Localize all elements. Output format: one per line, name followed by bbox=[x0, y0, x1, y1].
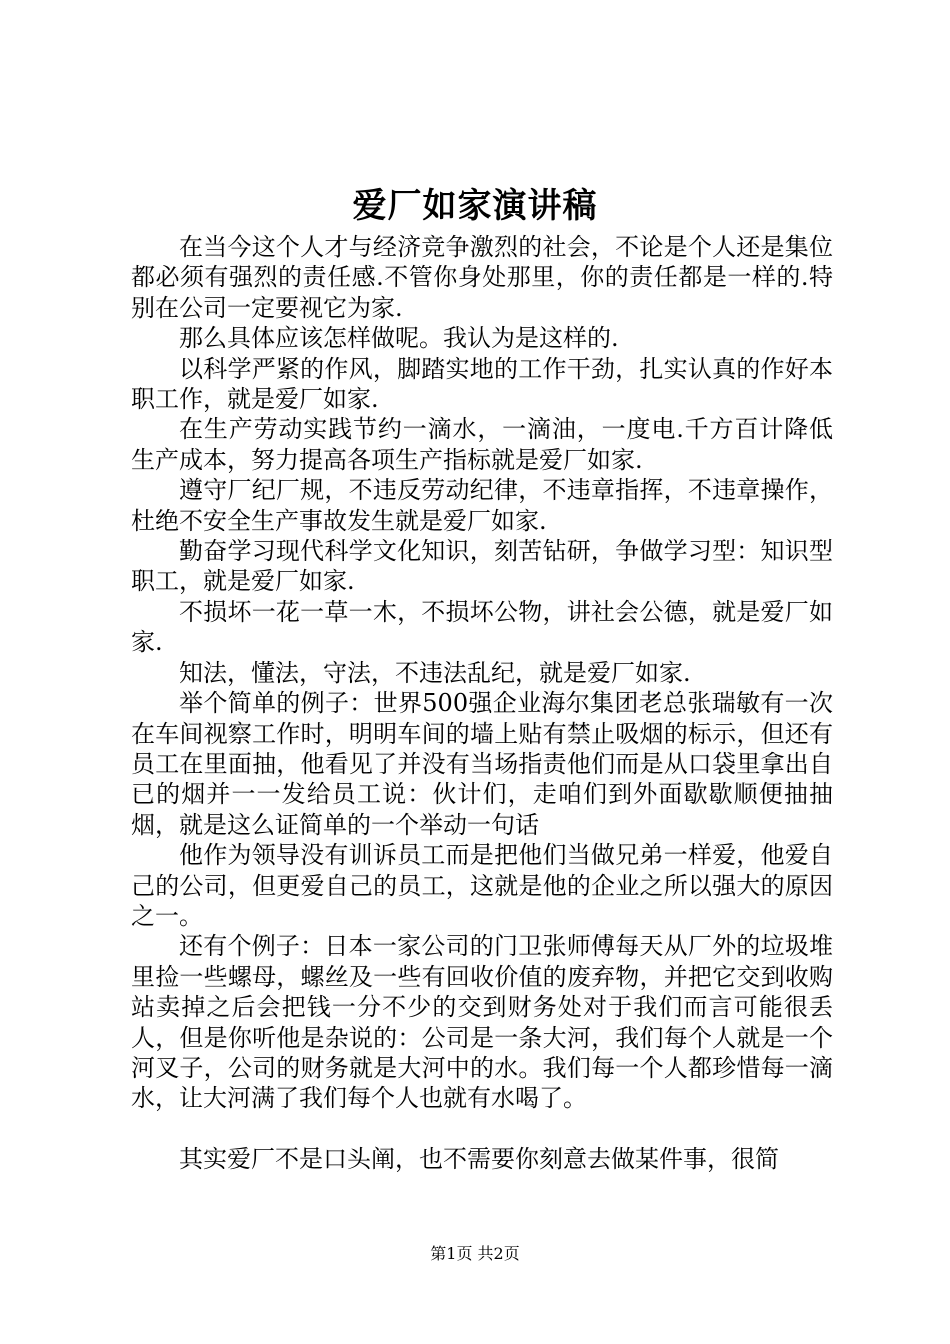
paragraph-saving: 在生产劳动实践节约一滴水，一滴油，一度电.千方百计降低生产成本，努力提高各项生产指标就是爱厂如家. bbox=[131, 415, 833, 474]
paragraph-leadership: 他作为领导没有训诉员工而是把他们当做兄弟一样爱，他爱自己的公司，但更爱自己的员工，这就是他的企业之所以强大的原因之一。 bbox=[131, 841, 833, 930]
paragraph-discipline: 遵守厂纪厂规，不违反劳动纪律，不违章指挥，不违章操作，杜绝不安全生产事故发生就是爱厂如家. bbox=[131, 476, 833, 535]
paragraph-japan-example: 还有个例子：日本一家公司的门卫张师傅每天从厂外的垃圾堆里捡一些螺母，螺丝及一些有回收价值的废弃物，并把它交到收购站卖掉之后会把钱一分不少的交到财务处对于我们而言可能很丢人，但是你听他是杂说的：公司是一条大河，我们每个人就是一个河叉子，公司的财务就是大河中的水。我们每一个人都珍惜每一滴水，让大河满了我们每个人也就有水喝了。 bbox=[131, 932, 833, 1113]
paragraph-law: 知法，懂法，守法，不违法乱纪，就是爱厂如家. bbox=[179, 658, 691, 687]
paragraph-conclusion: 其实爱厂不是口头阐，也不需要你刻意去做某件事，很简 bbox=[179, 1144, 779, 1173]
page-title: 爱厂如家演讲稿 bbox=[352, 186, 598, 226]
paragraph-learning: 勤奋学习现代科学文化知识，刻苦钻研，争做学习型：知识型职工，就是爱厂如家. bbox=[131, 537, 833, 596]
paragraph-public-property: 不损坏一花一草一木，不损坏公物，讲社会公德，就是爱厂如家. bbox=[131, 597, 833, 657]
page-footer: 第1页 共2页 bbox=[430, 1244, 520, 1263]
paragraph-question: 那么具体应该怎样做呢。我认为是这样的. bbox=[179, 324, 619, 353]
paragraph-haier-example: 举个简单的例子：世界500强企业海尔集团老总张瑞敏有一次在车间视察工作时，明明车间的墙上贴有禁止吸烟的标示，但还有员工在里面抽，他看见了并没有当场指责他们而是从口袋里拿出自已的烟并一一发给员工说：伙计们，走咱们到外面歇歇顺便抽抽烟，就是这么证简单的一个举动一句话 bbox=[131, 689, 833, 839]
paragraph-work-style: 以科学严紧的作风，脚踏实地的工作干劲，扎实认真的作好本职工作，就是爱厂如家. bbox=[131, 354, 833, 414]
document-body bbox=[131, 232, 833, 1174]
paragraph-intro: 在当今这个人才与经济竞争激烈的社会，不论是个人还是集位都必须有强烈的责任感.不管你身处那里，你的责任都是一样的.特别在公司一定要视它为家. bbox=[131, 233, 833, 322]
